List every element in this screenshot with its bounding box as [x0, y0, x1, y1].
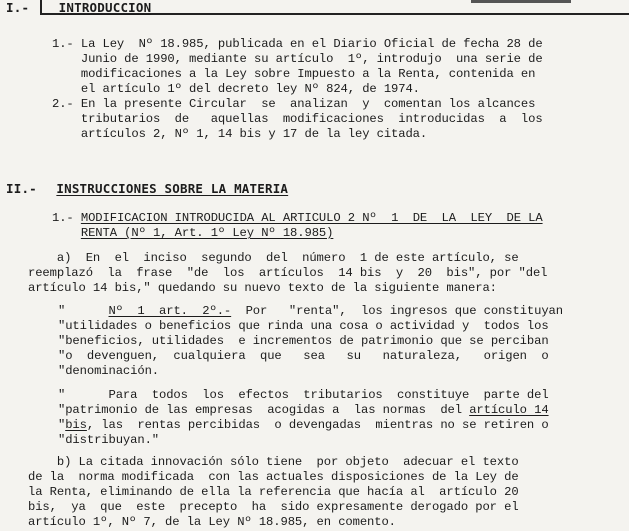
- paragraph-a: a) En el inciso segundo del número 1 de este artículo, se reemplazó la frase "de los artículos 14 bis y 20 bis", por "del artículo 14 bis," quedando su nuevo texto de la siguiente manera:: [28, 251, 548, 295]
- section-1-heading: [6, 0, 151, 15]
- section-1-title: INTRODUCCION: [58, 0, 152, 15]
- quote-2: " Para todos los efectos tributarios constituye parte del "patrimonio de las empresas acogidas a las normas del artículo 14 "bis, las rentas percibidas o devengadas mientras no se retiren o "distribuyan.": [58, 388, 549, 447]
- paragraph-1: 1.- La Ley Nº 18.985, publicada en el Diario Oficial de fecha 28 de Junio de 1990, mediante su artículo 1º, introdujo una serie de modificaciones a la Ley sobre Impuesto a la Renta, contenida en el artículo 1º del decreto ley Nº 824, de 1974.: [52, 37, 543, 96]
- subsection-1-title: 1.- MODIFICACION INTRODUCIDA AL ARTICULO 2 Nº 1 DE LA LEY DE LA RENTA (Nº 1, Art. 1º Ley Nº 18.985): [52, 211, 543, 240]
- quote-1-reference: Nº 1 art. 2º.-: [108, 304, 232, 318]
- subsection-1-number: 1.-: [52, 211, 74, 225]
- section-2-number: II.-: [6, 181, 37, 196]
- section-2-heading: [6, 181, 288, 196]
- paragraph-b: b) La citada innovación sólo tiene por objeto adecuar el texto de la norma modificada con las actuales disposiciones de la Ley de la Renta, eliminando de ella la referencia que hacía al artículo 20 bis, ya que este precepto ha sido expresamente derogado por el artículo 1º, Nº 7, de la Ley Nº 18.985, en comento.: [28, 455, 519, 529]
- quote-1: " Nº 1 art. 2º.- Por "renta", los ingresos que constituyan "utilidades o beneficios que rinda una cosa o actividad y todos los "beneficios, utilidades e incrementos de patrimonio que se perciban "o devenguen, cualquiera que sea su naturaleza, origen o "denominación.: [58, 304, 563, 378]
- section-2-title: INSTRUCCIONES SOBRE LA MATERIA: [56, 181, 289, 196]
- paragraph-2: 2.- En la presente Circular se analizan y comentan los alcances tributarios de aquellas modificaciones introducidas a los artículos 2, Nº 1, 14 bis y 17 de la ley citada.: [52, 97, 543, 141]
- section-1-number: I.-: [6, 0, 30, 15]
